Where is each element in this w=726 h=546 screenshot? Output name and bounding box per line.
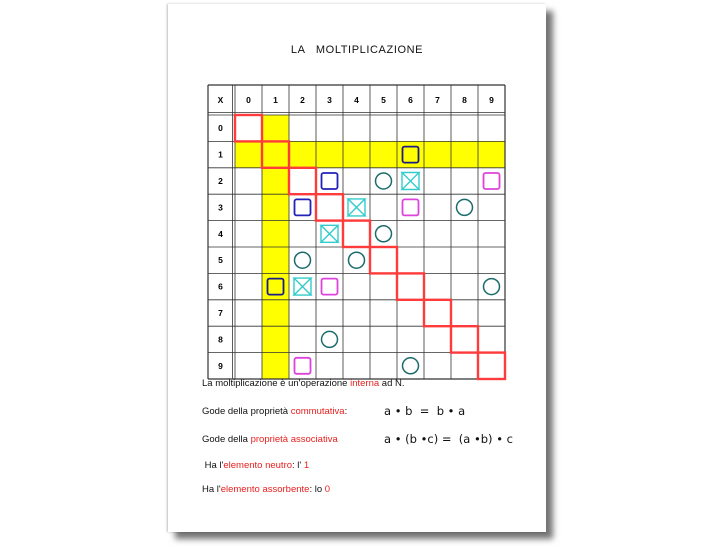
property-commutative-suffix: : [344,406,348,417]
marker-bowtie [321,225,338,242]
marker-square [322,279,338,295]
column-header: 8 [462,95,467,105]
diagonal-cell [235,115,262,141]
diagonal-cell [451,326,478,352]
commutative-formula: a • b = b • a [384,404,466,418]
row-header: 5 [218,255,223,266]
property-neutral [202,460,309,471]
row-header: 1 [218,149,223,160]
diagonal-cell [370,247,397,273]
property-associative-text: Gode della [202,434,251,445]
property-commutative [202,406,347,417]
diagonal-cell [424,300,451,326]
marker-circle [376,226,392,242]
document-page [168,4,546,532]
property-associative [202,434,338,445]
marker-bowtie [348,199,365,216]
column-header: 6 [408,95,413,105]
property-neutral-highlight: elemento neutro [223,460,293,471]
marker-circle [403,358,419,374]
property-internal-highlight: interna [350,378,380,389]
diagonal-cell [316,194,343,220]
column-header: 4 [354,95,359,105]
associative-formula: a • (b •c) = (a •b) • c [384,432,513,446]
multiplication-table-svg [208,85,512,379]
marker-circle [484,279,500,295]
marker-square [403,199,419,215]
column-header: 5 [381,95,386,105]
property-commutative-highlight: commutativa [290,406,345,417]
column-header: 1 [273,95,278,105]
marker-circle [349,252,365,268]
marker-square [295,199,311,215]
property-internal [202,378,405,389]
column-header: 7 [435,95,440,105]
column-header: 0 [246,95,251,105]
property-internal-suffix: ad N. [379,378,405,389]
marker-square [295,358,311,374]
multiplication-table [208,85,512,379]
property-internal-text: La moltiplicazione è un'operazione [202,378,351,389]
marker-square [322,173,338,189]
row-header: 8 [218,334,223,345]
diagonal-cell [478,353,505,379]
diagonal-cell [343,221,370,247]
marker-circle [322,331,338,347]
page-title: LA MOLTIPLICAZIONE [290,44,424,56]
marker-circle [295,252,311,268]
column-header: 9 [489,95,494,105]
row-header: 7 [218,308,223,318]
property-absorbing-highlight: elemento assorbente [220,484,310,495]
marker-bowtie [402,173,419,190]
row-header: 9 [218,360,223,371]
property-absorbing-suffix: : lo [309,484,325,495]
row-header: 6 [218,281,223,292]
marker-circle [457,199,473,215]
marker-circle [376,173,392,189]
property-commutative-text: Gode della proprietà [202,406,291,417]
property-neutral-suffix: : l' [292,460,304,471]
column-header: 2 [300,95,305,105]
property-associative-highlight: proprietà associativa [250,434,338,445]
diagonal-cell [289,168,316,194]
property-neutral-text: Ha l' [202,460,224,471]
marker-bowtie [294,278,311,295]
table-corner-label: X [217,95,224,105]
absorbing-element-value: 0 [324,484,331,495]
row-header: 0 [218,123,223,134]
marker-square [484,173,500,189]
row-header: 3 [218,202,223,213]
row-header: 2 [218,176,223,186]
property-absorbing-text: Ha l' [202,484,221,495]
row-header: 4 [218,228,223,239]
diagonal-cell [397,273,424,299]
column-header: 3 [327,95,332,105]
property-absorbing [202,484,330,495]
neutral-element-value: 1 [303,460,310,471]
